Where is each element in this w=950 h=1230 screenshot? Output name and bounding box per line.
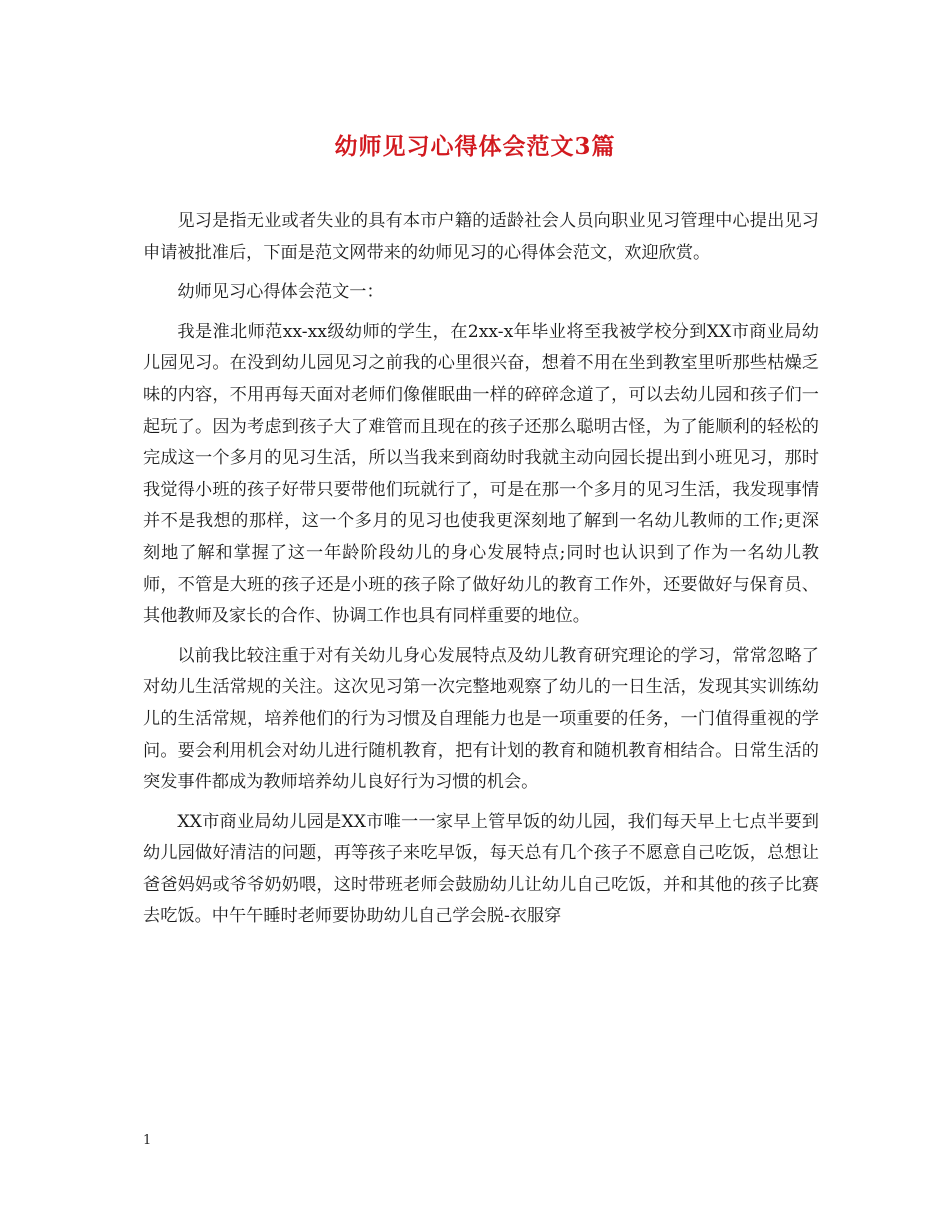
document-body bbox=[143, 206, 819, 941]
paragraph-body-3: XX市商业局幼儿园是XX市唯一一家早上管早饭的幼儿园，我们每天早上七点半要到幼儿园做好清洁的问题，再等孩子来吃早饭，每天总有几个孩子不愿意自己吃饭，总想让爸爸妈妈或爷爷奶奶喂，这时带班老师会鼓励幼儿让幼儿自己吃饭，并和其他的孩子比赛去吃饭。中午午睡时老师要协助幼儿自己学会脱-衣服穿 bbox=[143, 811, 819, 927]
document-title: 幼师见习心得体会范文3篇 bbox=[334, 133, 616, 160]
paragraph-intro: 见习是指无业或者失业的具有本市户籍的适龄社会人员向职业见习管理中心提出见习申请被批准后，下面是范文网带来的幼师见习的心得体会范文，欢迎欣赏。 bbox=[143, 211, 819, 263]
paragraph-body-2: 以前我比较注重于对有关幼儿身心发展特点及幼儿教育研究理论的学习，常常忽略了对幼儿生活常规的关注。这次见习第一次完整地观察了幼儿的一日生活，发现其实训练幼儿的生活常规，培养他们的行为习惯及自理能力也是一项重要的任务，一门值得重视的学问。要会利用机会对幼儿进行随机教育，把有计划的教育和随机教育相结合。日常生活的突发事件都成为教师培养幼儿良好行为习惯的机会。 bbox=[143, 645, 819, 793]
paragraph-body-1: 我是淮北师范xx-xx级幼师的学生，在2xx-x年毕业将至我被学校分到XX市商业局幼儿园见习。在没到幼儿园见习之前我的心里很兴奋，想着不用在坐到教室里听那些枯燥乏味的内容，不用再每天面对老师们像催眠曲一样的碎碎念道了，可以去幼儿园和孩子们一起玩了。因为考虑到孩子大了难管而且现在的孩子还那么聪明古怪，为了能顺利的轻松的完成这一个多月的见习生活，所以当我来到商幼时我就主动向园长提出到小班见习，那时我觉得小班的孩子好带只要带他们玩就行了，可是在那一个多月的见习生活，我发现事情并不是我想的那样，这一个多月的见习也使我更深刻地了解到一名幼儿教师的工作;更深刻地了解和掌握了这一年龄阶段幼儿的身心发展特点;同时也认识到了作为一名幼儿教师，不管是大班的孩子还是小班的孩子除了做好幼儿的教育工作外，还要做好与保育员、其他教师及家长的合作、协调工作也具有同样重要的地位。 bbox=[143, 321, 819, 627]
page-number: 1 bbox=[143, 1133, 152, 1148]
paragraph-section-heading: 幼师见习心得体会范文一： bbox=[177, 282, 384, 303]
